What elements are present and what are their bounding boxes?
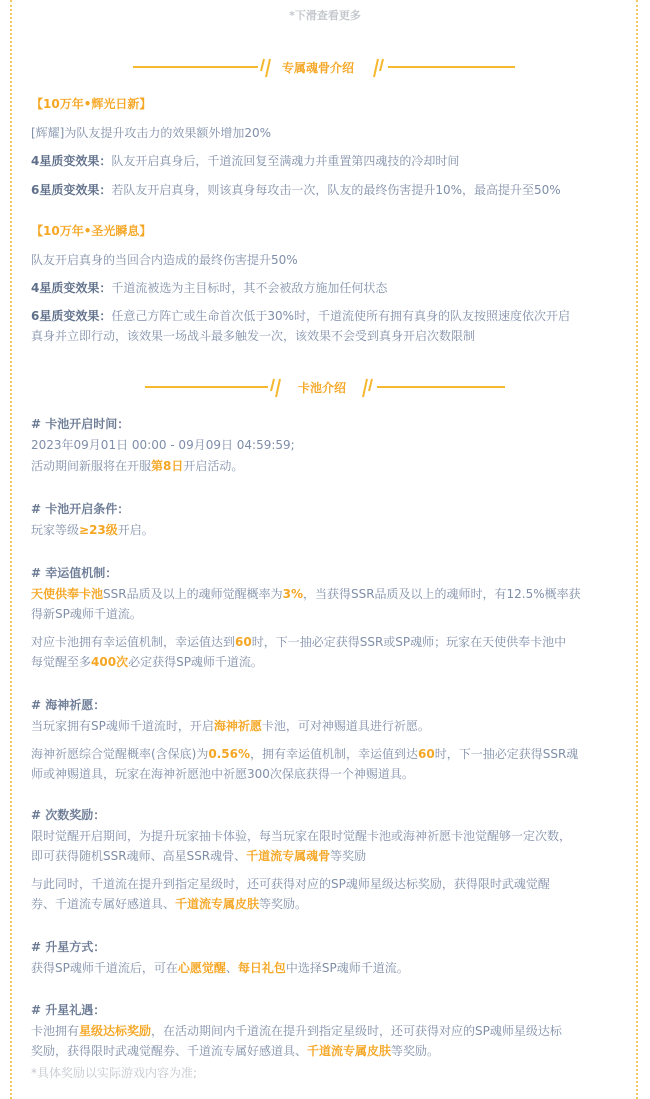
- open-time-range: 2023年09月01日 00:00 - 09月09日 04:59:59;: [31, 438, 295, 452]
- soul-bone-name: 【10万年•辉光日新】: [31, 97, 152, 111]
- text: 即可获得随机SSR魂师、高星SSR魂骨、: [31, 849, 247, 863]
- text: 卡池拥有: [31, 1024, 80, 1038]
- sea-god-p2-line1: [31, 744, 621, 764]
- star-up-heading: # 升星方式：: [31, 940, 106, 954]
- double-slash-icon: [372, 55, 386, 79]
- star-gift-line2: [31, 1041, 621, 1061]
- count-reward-p1-line2: [31, 846, 621, 866]
- text: 时，下一抽必定获得SSR魂: [434, 747, 579, 761]
- star4-label: 4星质变效果：: [31, 281, 112, 295]
- condition-heading: # 卡池开启条件：: [31, 502, 130, 516]
- text: 奖励，获得限时武魂觉醒券、千道流专属好感道具、: [31, 1044, 308, 1058]
- soul-bone-name: 【10万年•圣光瞬息】: [31, 224, 152, 238]
- highlight-reward: 千道流专属皮肤: [307, 1044, 392, 1058]
- soul-bone-star4: [31, 151, 621, 171]
- double-slash-icon: [258, 55, 272, 79]
- text: ，在活动期间内千道流在提升到指定星级时，还可获得对应的SP魂师星级达标: [151, 1024, 562, 1038]
- highlight-level: ≥23级: [79, 523, 118, 537]
- divider-line: [145, 386, 268, 388]
- highlight-reward: 千道流专属魂骨: [246, 849, 331, 863]
- open-time-heading: # 卡池开启时间：: [31, 417, 130, 431]
- highlight-rate: 3%: [282, 587, 303, 601]
- highlight-rate: 0.56%: [208, 747, 251, 761]
- highlight-source: 心愿觉醒: [177, 961, 226, 975]
- luck-p2-line1: [31, 632, 621, 652]
- text: 活动期间新服将在开服: [31, 459, 152, 473]
- text: 海神祈愿综合觉醒概率(含保底)为: [31, 747, 209, 761]
- text: 必定获得SP魂师千道流。: [128, 655, 263, 669]
- text: 对应卡池拥有幸运值机制，幸运值达到: [31, 635, 236, 649]
- star6-label: 6星质变效果：: [31, 309, 112, 323]
- text: 当玩家拥有SP魂师千道流时，开启: [31, 719, 214, 733]
- soul-bone-desc: [辉耀]为队友提升攻击力的效果额外增加20%: [31, 126, 272, 140]
- count-reward-heading: # 次数奖励：: [31, 808, 106, 822]
- count-reward-p2-line2: [31, 894, 621, 914]
- text: 等奖励。: [391, 1044, 440, 1058]
- text: ，拥有幸运值机制，幸运值到达: [250, 747, 419, 761]
- text: 每觉醒至多: [31, 655, 92, 669]
- section-title: 卡池介绍: [298, 381, 347, 395]
- highlight-day: 第8日: [151, 459, 184, 473]
- soul-bone-star6: [31, 180, 621, 200]
- text: ，当获得SSR品质及以上的魂师时，有12.5%概率获: [302, 587, 581, 601]
- open-time-note: [31, 456, 621, 476]
- luck-p2-line2: [31, 652, 621, 672]
- condition-text: [31, 520, 621, 540]
- text: 、: [225, 961, 238, 975]
- star4-label: 4星质变效果：: [31, 154, 112, 168]
- soul-bone-star6: [31, 306, 621, 326]
- text: SSR品质及以上的魂师觉醒概率为: [103, 587, 283, 601]
- text: 等奖励: [330, 849, 367, 863]
- text: 获得SP魂师千道流后，可在: [31, 961, 178, 975]
- disclaimer-note: *具体奖励以实际游戏内容为准;: [31, 1066, 198, 1080]
- text: 开启活动。: [183, 459, 244, 473]
- star6-text: 若队友开启真身，则该真身每攻击一次，队友的最终伤害提升10%，最高提升至50%: [111, 183, 561, 197]
- text: 时，下一抽必定获得SSR或SP魂师；玩家在天使供奉卡池中: [251, 635, 567, 649]
- soul-bone-desc: 队友开启真身的当回合内造成的最终伤害提升50%: [31, 253, 298, 267]
- star-gift-heading: # 升星礼遇：: [31, 1003, 106, 1017]
- sea-god-heading: # 海神祈愿：: [31, 698, 106, 712]
- highlight-pool-name: 天使供奉卡池: [31, 587, 104, 601]
- soul-bone-star6-cont: 真身并立即行动，该效果一场战斗最多触发一次，该效果不会受到真身开启次数限制: [31, 329, 476, 343]
- text: 玩家等级: [31, 523, 80, 537]
- text: 等奖励。: [259, 897, 308, 911]
- highlight-reward: 星级达标奖励: [79, 1024, 152, 1038]
- star6-label: 6星质变效果：: [31, 183, 112, 197]
- section-title: 专属魂骨介绍: [282, 61, 355, 75]
- sea-god-p1: [31, 716, 621, 736]
- star4-text: 千道流被选为主目标时，其不会被敌方施加任何状态: [111, 281, 388, 295]
- text: 开启。: [117, 523, 154, 537]
- count-reward-p1-line1: 限时觉醒开启期间，为提升玩家抽卡体验，每当玩家在限时觉醒卡池或海神祈愿卡池觉醒够一定次数，: [31, 829, 572, 843]
- divider-line: [377, 386, 505, 388]
- luck-p1-line1: [31, 584, 621, 604]
- highlight-pool-name: 海神祈愿: [213, 719, 262, 733]
- star-gift-line1: [31, 1021, 621, 1041]
- section-header-pool: [0, 375, 650, 399]
- double-slash-icon: [268, 375, 282, 399]
- star6-text: 任意己方阵亡或生命首次低于30%时，千道流使所有拥有真身的队友按照速度依次开启: [111, 309, 571, 323]
- soul-bone-star4: [31, 278, 621, 298]
- sea-god-p2-line2: 师或神赐道具，玩家在海神祈愿池中祈愿300次保底获得一个神赐道具。: [31, 767, 414, 781]
- text: 券、千道流专属好感道具、: [31, 897, 176, 911]
- luck-heading: # 幸运值机制：: [31, 566, 118, 580]
- double-slash-icon: [361, 375, 375, 399]
- star-up-text: [31, 958, 621, 978]
- luck-p1-line2: 得新SP魂师千道流。: [31, 607, 142, 621]
- highlight-luck-value: 60: [418, 747, 435, 761]
- divider-line: [388, 66, 515, 68]
- text: 中选择SP魂师千道流。: [285, 961, 409, 975]
- highlight-pity: 400次: [91, 655, 129, 669]
- highlight-reward: 千道流专属皮肤: [175, 897, 260, 911]
- section-header-soul-bone: [0, 55, 650, 79]
- scroll-hint: *下滑查看更多: [289, 9, 361, 22]
- highlight-source: 每日礼包: [237, 961, 286, 975]
- count-reward-p2-line1: 与此同时，千道流在提升到指定星级时，还可获得对应的SP魂师星级达标奖励，获得限时武魂觉醒: [31, 877, 550, 891]
- text: 卡池，可对神赐道具进行祈愿。: [261, 719, 430, 733]
- divider-line: [133, 66, 258, 68]
- highlight-luck-value: 60: [235, 635, 252, 649]
- star4-text: 队友开启真身后，千道流回复至满魂力并重置第四魂技的冷却时间: [111, 154, 460, 168]
